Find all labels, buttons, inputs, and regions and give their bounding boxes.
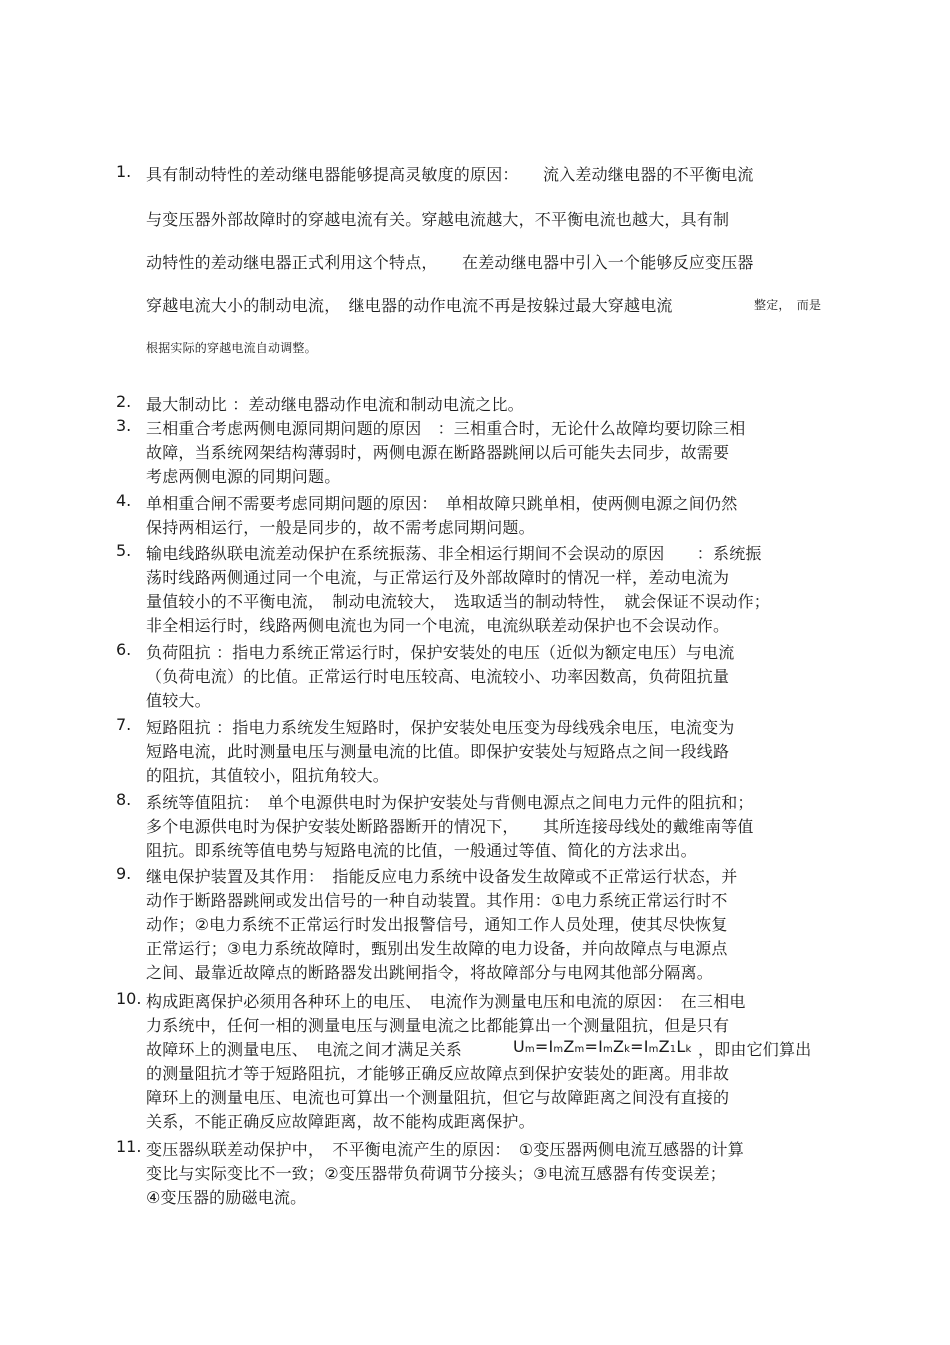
- item-10-line-2: 力系统中，任何一相的测量电压与测量电流之比都能算出一个测量阻抗，但是只有: [146, 1016, 730, 1035]
- item-7-line-3: 的阻抗，其值较小，阻抗角较大。: [146, 766, 390, 785]
- item-1-line-1: 具有制动特性的差动继电器能够提高灵敏度的原因： 流入差动继电器的不平衡电流: [146, 165, 754, 184]
- item-1-line-2: 与变压器外部故障时的穿越电流有关。穿越电流越大，不平衡电流也越大，具有制: [146, 210, 730, 229]
- item-1-line-4: 穿越电流大小的制动电流， 继电器的动作电流不再是按躲过最大穿越电流: [146, 296, 673, 315]
- item-5-line-3: 量值较小的不平衡电流， 制动电流较大， 选取适当的制动特性， 就会保证不误动作；: [146, 592, 771, 611]
- item-8-line-1: 系统等值阻抗： 单个电源供电时为保护安装处与背侧电源点之间电力元件的阻抗和；: [146, 793, 754, 812]
- item-8-line-3: 阻抗。即系统等值电势与短路电流的比值，一般通过等值、简化的方法求出。: [146, 841, 697, 860]
- item-10-line-6: 关系，不能正确反应故障距离，故不能构成距离保护。: [146, 1112, 535, 1131]
- item-1-line-4b: 整定， 而是: [754, 298, 822, 312]
- item-5-line-4: 非全相运行时，线路两侧电流也为同一个电流，电流纵联差动保护也不会误动作。: [146, 616, 730, 635]
- item-10-line-3a: 故障环上的测量电压、 电流之间才满足关系: [146, 1040, 479, 1059]
- item-7-line-2: 短路电流，此时测量电压与测量电流的比值。即保护安装处与短路点之间一段线路: [146, 742, 730, 761]
- item-number: 3.: [116, 416, 132, 435]
- item-6-line-2: （负荷电流）的比值。正常运行时电压较高、电流较小、功率因数高，负荷阻抗量: [146, 667, 730, 686]
- item-11-line-1: 变压器纵联差动保护中， 不平衡电流产生的原因： ①变压器两侧电流互感器的计算: [146, 1140, 744, 1159]
- item-1-line-5: 根据实际的穿越电流自动调整。: [146, 341, 317, 355]
- item-4-line-2: 保持两相运行，一般是同步的，故不需考虑同期问题。: [146, 518, 535, 537]
- item-10-line-4: 的测量阻抗才等于短路阻抗，才能够正确反应故障点到保护安装处的距离。用非故: [146, 1064, 730, 1083]
- formula: Um=ImZm=ImZk=ImZ1Lk: [513, 1037, 692, 1056]
- item-4-line-1: 单相重合闸不需要考虑同期问题的原因： 单相故障只跳单相，使两侧电源之间仍然: [146, 494, 738, 513]
- item-9-line-3: 动作；②电力系统不正常运行时发出报警信号，通知工作人员处理，使其尽快恢复: [146, 915, 728, 934]
- item-number: 8.: [116, 790, 132, 809]
- item-3-line-1: 三相重合考虑两侧电源同期问题的原因 ：三相重合时，无论什么故障均要切除三相: [146, 419, 746, 438]
- item-9-line-1: 继电保护装置及其作用： 指能反应电力系统中设备发生故障或不正常运行状态，并: [146, 867, 738, 886]
- item-number: 10.: [116, 989, 142, 1008]
- item-number: 4.: [116, 491, 132, 510]
- item-2-line-1: 最大制动比 ：差动继电器动作电流和制动电流之比。: [146, 395, 524, 414]
- item-number: 5.: [116, 541, 132, 560]
- item-10-line-5: 障环上的测量电压、电流也可算出一个测量阻抗，但它与故障距离之间没有直接的: [146, 1088, 730, 1107]
- item-3-line-3: 考虑两侧电源的同期问题。: [146, 467, 341, 486]
- item-6-line-3: 值较大。: [146, 691, 211, 710]
- item-number: 9.: [116, 864, 132, 883]
- item-10-line-3b: ，即由它们算出: [698, 1040, 812, 1059]
- item-10-line-1: 构成距离保护必须用各种环上的电压、 电流作为测量电压和电流的原因： 在三相电: [146, 992, 746, 1011]
- item-7-line-1: 短路阻抗 ：指电力系统发生短路时，保护安装处电压变为母线残余电压，电流变为: [146, 718, 735, 737]
- item-3-line-2: 故障，当系统网架结构薄弱时，两侧电源在断路器跳闸以后可能失去同步，故需要: [146, 443, 730, 462]
- item-number: 11.: [116, 1137, 142, 1156]
- item-number: 1.: [116, 162, 132, 181]
- item-5-line-1: 输电线路纵联电流差动保护在系统振荡、非全相运行期间不会误动的原因 ：系统振: [146, 544, 762, 563]
- item-number: 2.: [116, 392, 132, 411]
- item-5-line-2: 荡时线路两侧通过同一个电流，与正常运行及外部故障时的情况一样，差动电流为: [146, 568, 730, 587]
- item-9-line-2: 动作于断路器跳闸或发出信号的一种自动装置。其作用：①电力系统正常运行时不: [146, 891, 728, 910]
- item-number: 7.: [116, 715, 132, 734]
- item-number: 6.: [116, 640, 132, 659]
- item-8-line-2: 多个电源供电时为保护安装处断路器断开的情况下， 其所连接母线处的戴维南等值: [146, 817, 754, 836]
- item-9-line-4: 正常运行；③电力系统故障时，甄别出发生故障的电力设备，并向故障点与电源点: [146, 939, 728, 958]
- item-6-line-1: 负荷阻抗 ：指电力系统正常运行时，保护安装处的电压（近似为额定电压）与电流: [146, 643, 735, 662]
- item-1-line-3: 动特性的差动继电器正式利用这个特点， 在差动继电器中引入一个能够反应变压器: [146, 253, 754, 272]
- item-11-line-3: ④变压器的励磁电流。: [146, 1188, 307, 1207]
- item-11-line-2: 变比与实际变比不一致；②变压器带负荷调节分接头；③电流互感器有传变误差；: [146, 1164, 726, 1183]
- item-9-line-5: 之间、最靠近故障点的断路器发出跳闸指令，将故障部分与电网其他部分隔离。: [146, 963, 714, 982]
